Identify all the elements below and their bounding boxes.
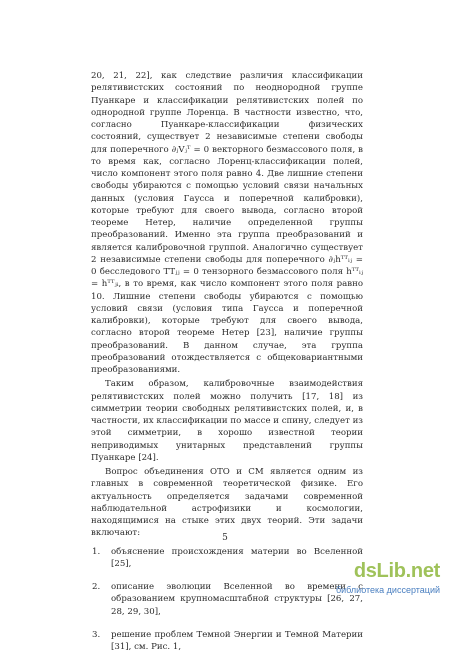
list-item-number: 1. [92, 546, 101, 557]
watermark-subtitle: библиотека диссертаций [335, 585, 440, 595]
list-item-number: 2. [92, 582, 101, 592]
watermark[interactable] [290, 560, 440, 600]
list-item-text: объяснение происхождения материи во Вселенной [25], [111, 546, 363, 569]
paragraph-2: Таким образом, калибровочные взаимодействия релятивистских полей можно получить [17, 18] из симметрии теории свободных релятивистских полей, и, в частности, их классификации по массе и спину, следует из этой симметрии, в хорошо известной теории неприводимых унитарных представлений группы Пуанкаре [24]. [91, 379, 363, 463]
list-item-text: описание эволюции Вселенной во времени с образованием крупномасштабной структуры [26, 27, 28, 29, 30], [111, 582, 363, 617]
list-item-text: решение проблем Темной Энергии и Темной Материи [31], см. Рис. 1, [111, 629, 363, 652]
list-item [91, 629, 363, 654]
watermark-logo[interactable]: dsLib.net [353, 560, 440, 582]
paragraph-1: 20, 21, 22], как следствие различия классификации релятивистских состояний по неоднородной группе Пуанкаре и классификации релятивистских полей по однородной группе Лоренца. В частности известно, что, согласно Пуанкаре-классификации физических состояний, существует 2 независимые степени свободы для поперечного ∂ⱼVⱼᵀ = 0 векторного безмассового поля, в то время как, согласно Лоренц-классификации полей, число компонент этого поля равно 4. Две лишние степени свободы убираются с помощью условий связи начальных данных (условия Гаусса и поперечной калибровки), которые требуют для своего вывода, согласно второй теореме Нетер, наличие определенной группы преобразований. Именно эта группа преобразований и является калибровочной группой. Аналогично существует 2 независимые степени свободы для поперечного ∂ⱼhᵀᵀᵢⱼ = 0 бесследового TTⱼⱼ = 0 тензорного безмассового поля hᵀᵀᵢⱼ = hᵀᵀⱼᵢ, в то время, как число компонент этого поля равно 10. Лишние степени свободы убираются с помощью условий связи (условия типа Гаусса и поперечной калибровки), которые требуют для своего вывода, согласно второй теореме Нетер [23], наличие группы преобразований. В данном случае, эта группа преобразований отождествляется с общековариантными преобразованиями. [91, 71, 363, 375]
paragraph-3: Вопрос объединения ОТО и СМ является одним из главных в современной теоретической физике. Его актуальность определяется задачами современной наблюдательной астрофизики и космологии, находящимися на стыке этих двух теорий. Эти задачи включают: [91, 467, 363, 539]
list-item-number: 3. [92, 629, 101, 640]
page-number: 5 [222, 533, 228, 543]
